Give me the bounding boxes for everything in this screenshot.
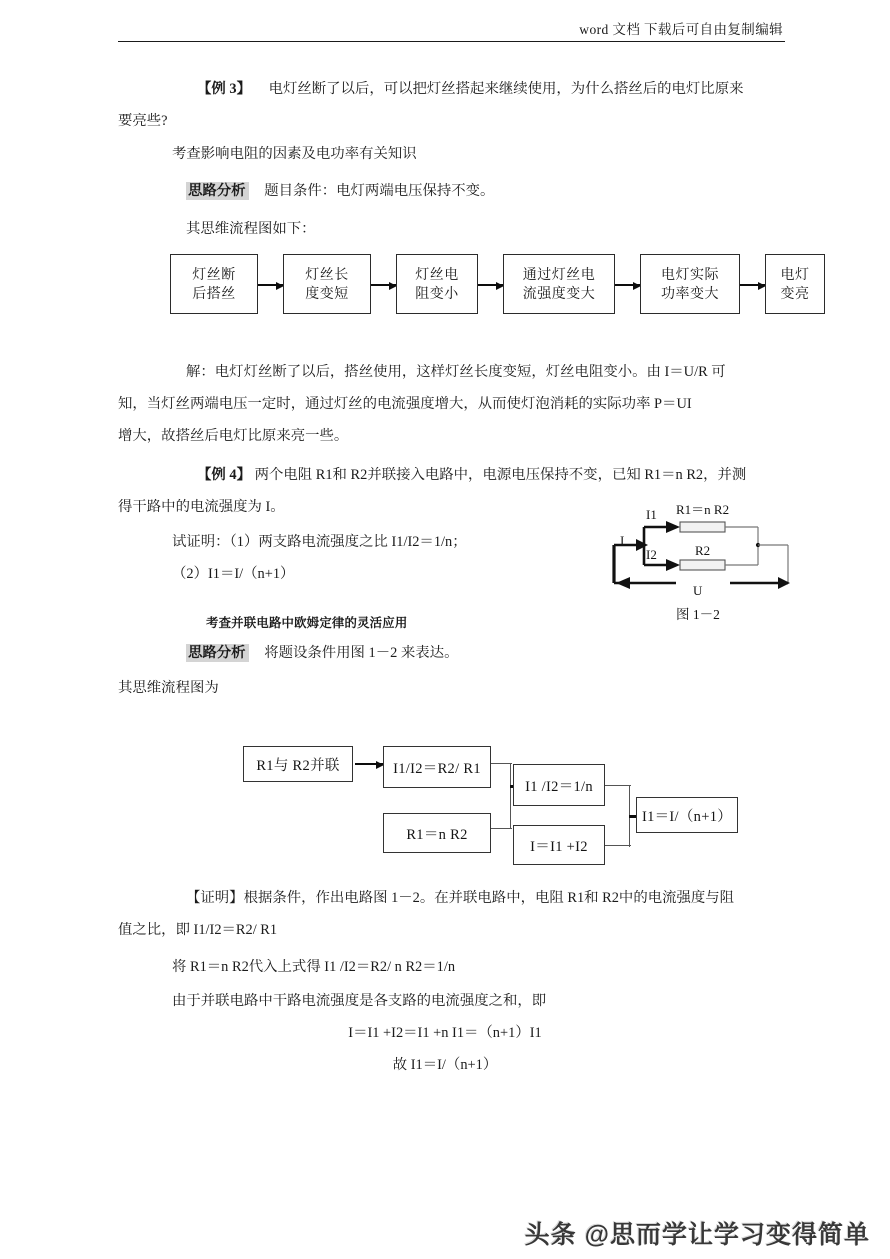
example3-solution-line1: 解：电灯灯丝断了以后，搭丝使用，这样灯丝长度变短，灯丝电阻变小。由 I＝U/R 可 xyxy=(186,364,726,380)
flow1-arrow-3 xyxy=(478,284,503,286)
flow1-box-5[interactable] xyxy=(640,254,740,314)
example3-analysis-label: 思路分析 xyxy=(186,182,249,200)
flow2-box-1-text: R1与 R2并联 xyxy=(256,757,340,774)
example4-proof-line1: 【证明】根据条件，作出电路图 1－2。在并联电路中，电阻 R1和 R2中的电流强度与阻 xyxy=(186,890,735,906)
flow1-box-1-line1: 灯丝断 xyxy=(192,266,236,282)
flow1-arrow-1 xyxy=(258,284,283,286)
flow2-box-1[interactable] xyxy=(243,746,353,782)
flow1-box-5-line1: 电灯实际 xyxy=(661,266,719,282)
example3-knowledge-point: 考查影响电阻的因素及电功率有关知识 xyxy=(172,146,417,162)
example4-knowledge-point: 考查并联电路中欧姆定律的灵活应用 xyxy=(206,616,408,630)
flow2-box-5-text: I＝I1 +I2 xyxy=(530,838,588,855)
flow1-box-4-line2: 流强度变大 xyxy=(522,285,596,301)
example3-solution-line3: 增大，故搭丝后电灯比原来亮一些。 xyxy=(118,428,349,444)
flow2-wire-vertical-right xyxy=(629,785,630,847)
flow1-arrow-4 xyxy=(615,284,640,286)
example4-proof-line3: 将 R1＝n R2代入上式得 I1 /I2＝R2/ n R2＝1/n xyxy=(172,959,456,975)
example4-prove-line1: 试证明：（1）两支路电流强度之比 I1/I2＝1/n； xyxy=(172,534,467,550)
example4-proof-line2: 值之比，即 I1/I2＝R2/ R1 xyxy=(118,922,278,938)
example4-question-text1: 两个电阻 R1和 R2并联接入电路中，电源电压保持不变，已知 R1＝n R2，并测 xyxy=(254,467,747,483)
flow1-box-4[interactable] xyxy=(503,254,615,314)
flow1-box-2[interactable] xyxy=(283,254,371,314)
circuit-label-I2: I2 xyxy=(646,547,657,562)
example3-question-text1: 电灯丝断了以后，可以把灯丝搭起来继续使用，为什么搭丝后的电灯比原来 xyxy=(268,81,744,97)
example4-formula-1: I＝I1 +I2＝I1 +n I1＝（n+1）I1 xyxy=(348,1025,542,1041)
flow2-wire-b5-right xyxy=(605,845,631,846)
circuit-label-I1: I1 xyxy=(646,507,657,522)
example3-question-line2: 要亮些? xyxy=(118,113,168,129)
flow1-box-1[interactable] xyxy=(170,254,258,314)
circuit-label-I: I xyxy=(620,533,625,548)
flow2-wire-b4-right xyxy=(605,785,631,786)
circuit-label-R2: R2 xyxy=(695,543,711,558)
flow2-box-4-text: I1 /I2＝1/n xyxy=(525,778,593,795)
flow2-wire-vertical-left xyxy=(510,763,511,829)
flow1-box-2-line1: 灯丝长 xyxy=(305,266,349,282)
flow2-box-5[interactable] xyxy=(513,825,605,865)
header-divider xyxy=(118,41,785,42)
example3-solution-line2: 知，当灯丝两端电压一定时，通过灯丝的电流强度增大，从而使灯泡消耗的实际功率 P＝UI xyxy=(118,396,692,412)
flow2-box-3-text: R1＝n R2 xyxy=(406,826,468,843)
flow2-box-6-text: I1＝I/（n+1） xyxy=(641,808,733,825)
flow1-box-5-line2: 功率变大 xyxy=(661,285,719,301)
header-note: word 文档 下载后可自由复制编辑 xyxy=(579,22,783,37)
flow2-box-4[interactable] xyxy=(513,764,605,806)
flow1-box-2-line2: 度变短 xyxy=(305,285,349,301)
flow1-box-3[interactable] xyxy=(396,254,478,314)
example4-proof-line4: 由于并联电路中干路电流强度是各支路的电流强度之和，即 xyxy=(172,993,547,1009)
circuit-label-R1: R1＝n R2 xyxy=(676,502,730,517)
flow1-box-6-line1: 电灯 xyxy=(780,266,810,282)
example4-prove-line2: （2）I1＝I/（n+1） xyxy=(172,566,295,582)
example4-flow-intro: 其思维流程图为 xyxy=(118,680,219,696)
example4-label: 【例 4】 xyxy=(197,467,251,483)
example4-formula-2: 故 I1＝I/（n+1） xyxy=(392,1057,498,1073)
example3-analysis-text: 题目条件：电灯两端电压保持不变。 xyxy=(264,183,495,199)
example3-question-line1 xyxy=(197,73,743,105)
flow2-box-2[interactable] xyxy=(383,746,491,788)
flow1-box-3-line2: 阻变小 xyxy=(415,285,459,301)
circuit-label-U: U xyxy=(693,583,703,598)
circuit-diagram-figure-1-2 xyxy=(600,495,800,620)
example3-analysis xyxy=(186,175,494,207)
example3-flow-intro: 其思维流程图如下： xyxy=(186,221,316,237)
footer-watermark: 头条 @思而学让学习变得简单 xyxy=(524,1221,870,1249)
example4-analysis-text: 将题设条件用图 1－2 来表达。 xyxy=(264,645,459,661)
page-header xyxy=(0,18,890,42)
flow1-box-1-line2: 后搭丝 xyxy=(192,285,236,301)
flow1-arrow-5 xyxy=(740,284,765,286)
flow1-arrow-2 xyxy=(371,284,396,286)
flow1-box-6[interactable] xyxy=(765,254,825,314)
flow1-box-3-line1: 灯丝电 xyxy=(415,266,459,282)
flow2-box-6[interactable] xyxy=(636,797,738,833)
example4-analysis xyxy=(186,637,458,669)
flow1-box-4-line1: 通过灯丝电 xyxy=(522,266,596,282)
example4-question-line1 xyxy=(197,459,746,491)
example3-label: 【例 3】 xyxy=(197,81,251,97)
circuit-caption: 图 1－2 xyxy=(676,607,720,622)
example4-analysis-label: 思路分析 xyxy=(186,644,249,662)
flow2-arrow-1 xyxy=(355,763,383,765)
flow1-box-6-line2: 变亮 xyxy=(780,285,810,301)
flow2-box-2-text: I1/I2＝R2/ R1 xyxy=(393,760,481,777)
example4-question-line2: 得干路中的电流强度为 I。 xyxy=(118,499,285,515)
flow2-box-3[interactable] xyxy=(383,813,491,853)
